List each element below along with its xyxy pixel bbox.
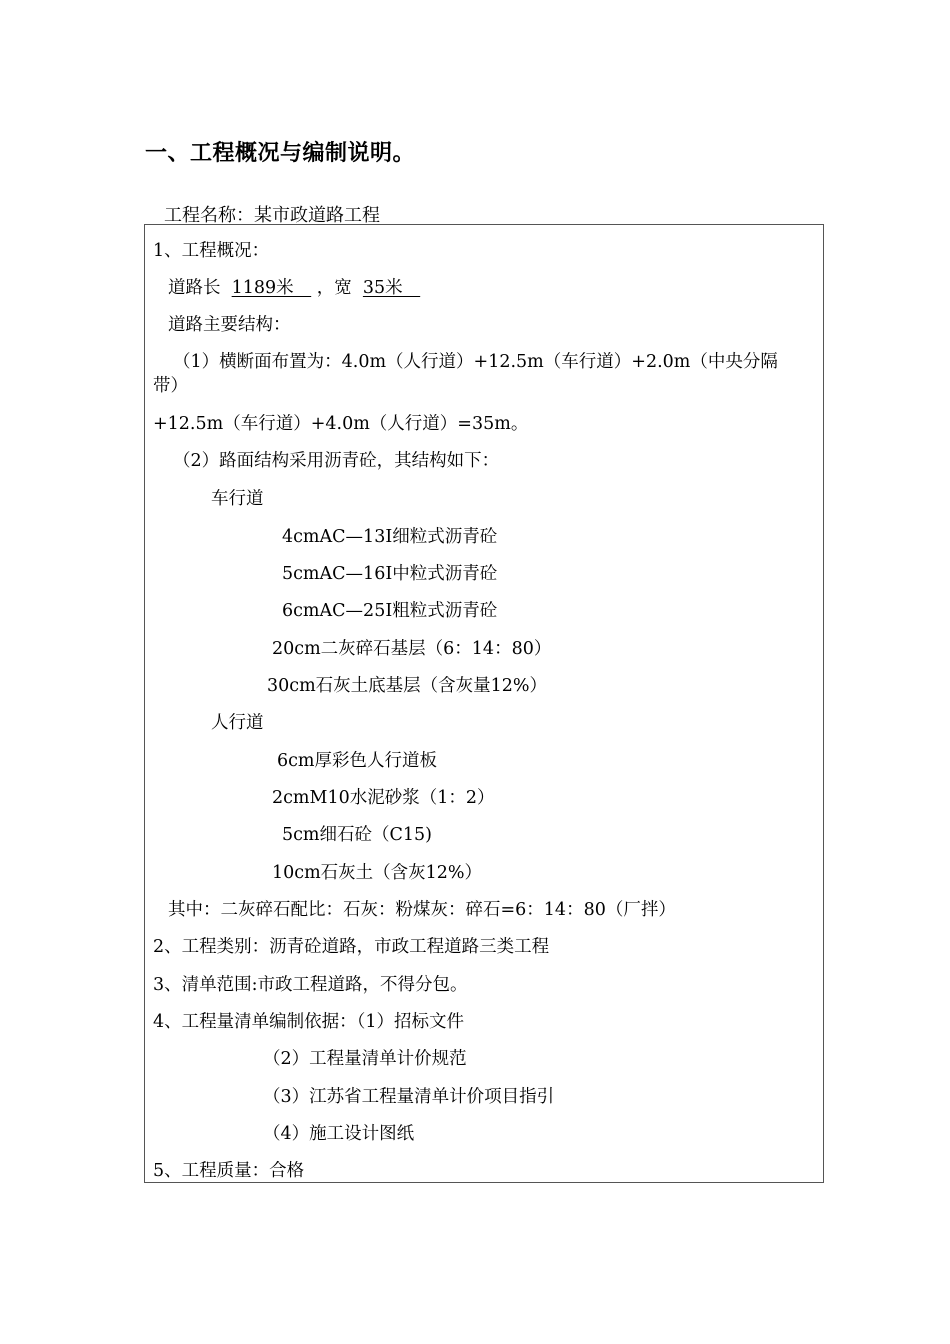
list-scope: 3、清单范围:市政工程道路，不得分包。 xyxy=(153,975,468,995)
overview-title: 1、工程概况： xyxy=(153,241,270,261)
carriageway-layer: 20cm二灰碎石基层（6：14：80） xyxy=(272,639,552,659)
basis-item: （2）工程量清单计价规范 xyxy=(263,1049,467,1069)
width-separator: ，宽 xyxy=(316,278,352,298)
basis-item: （1）招标文件 xyxy=(356,1012,465,1032)
mix-ratio-note: 其中：二灰碎石配比：石灰：粉煤灰：碎石=6：14：80（厂拌） xyxy=(168,900,676,920)
length-value: 1189米 xyxy=(231,278,312,298)
project-quality: 5、工程质量：合格 xyxy=(153,1161,305,1181)
basis-title: 4、工程量清单编制依据： xyxy=(153,1012,357,1032)
length-label: 道路长 xyxy=(168,278,221,298)
carriageway-layer: 4cmAC—13I细粒式沥青砼 xyxy=(282,527,498,547)
sidewalk-layer: 10cm石灰土（含灰12%） xyxy=(272,863,483,883)
project-category: 2、工程类别：沥青砼道路，市政工程道路三类工程 xyxy=(153,937,550,957)
structure-title: 道路主要结构： xyxy=(168,315,291,335)
basis-line xyxy=(153,1010,464,1034)
basis-item: （3）江苏省工程量清单计价项目指引 xyxy=(263,1087,555,1107)
sidewalk-layer: 6cm厚彩色人行道板 xyxy=(277,751,438,771)
cross-section-line2: +12.5m（车行道）+4.0m（人行道）=35m。 xyxy=(153,414,529,434)
project-name: 工程名称：某市政道路工程 xyxy=(164,205,380,226)
carriageway-layer: 6cmAC—25I粗粒式沥青砼 xyxy=(282,601,498,621)
carriageway-layer: 5cmAC—16I中粒式沥青砼 xyxy=(282,564,498,584)
sidewalk-title: 人行道 xyxy=(211,713,264,733)
sidewalk-layer: 5cm细石砼（C15) xyxy=(282,825,433,845)
carriageway-title: 车行道 xyxy=(211,489,264,509)
section-heading: 一、工程概况与编制说明。 xyxy=(145,141,416,166)
cross-section-line1: （1）横断面布置为：4.0m（人行道）+12.5m（车行道）+2.0m（中央分隔带） xyxy=(153,352,778,396)
width-value: 35米 xyxy=(362,278,421,298)
road-dimensions xyxy=(168,276,420,300)
pavement-intro: （2）路面结构采用沥青砼，其结构如下： xyxy=(173,451,500,471)
basis-item: （4）施工设计图纸 xyxy=(263,1124,415,1144)
carriageway-layer: 30cm石灰土底基层（含灰量12%） xyxy=(267,676,548,696)
sidewalk-layer: 2cmM10水泥砂浆（1：2） xyxy=(272,788,495,808)
